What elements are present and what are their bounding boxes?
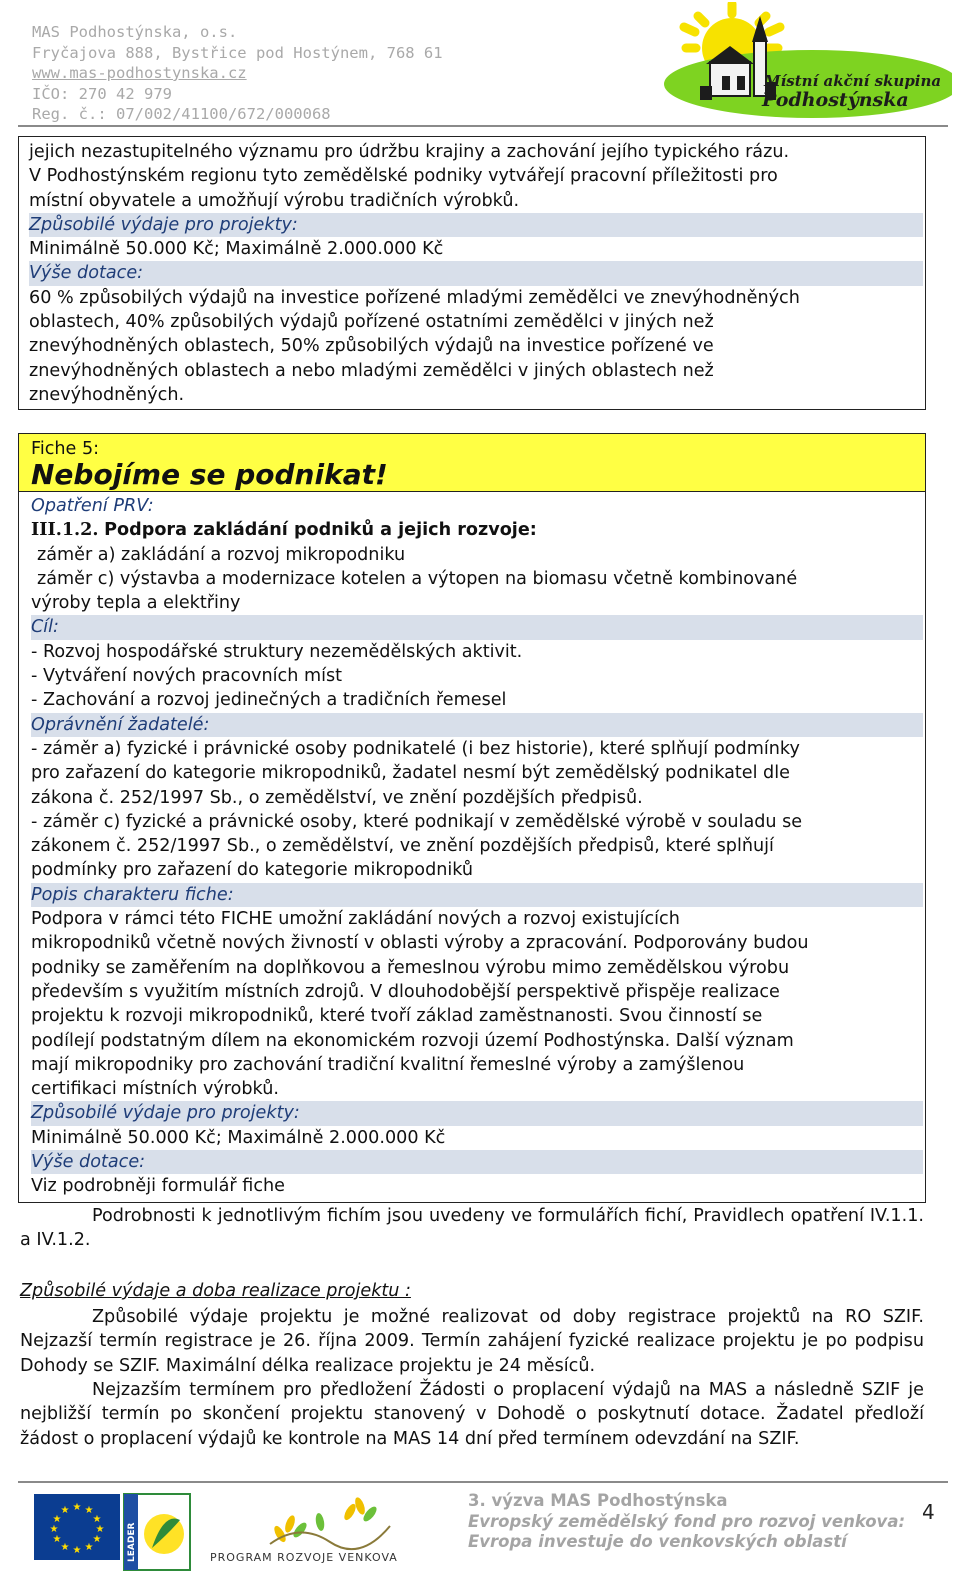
description-line: podniky se zaměřením na doplňkovou a řemeslnou výrobu mimo zemědělskou výrobu xyxy=(31,957,790,978)
goal-item: - Rozvoj hospodářské struktury nezemědělských aktivit. xyxy=(31,641,523,662)
logo-line2: Podhostýnska xyxy=(762,89,909,111)
eligible-costs-paragraph xyxy=(20,1305,924,1378)
eu-flag-icon xyxy=(34,1494,120,1560)
eligible-costs-value: Minimálně 50.000 Kč; Maximálně 2.000.000 Kč xyxy=(31,1127,446,1148)
mas-logo xyxy=(662,2,952,120)
svg-text:★: ★ xyxy=(84,1505,94,1516)
applicants-c-line: podmínky pro zařazení do kategorie mikropodniků xyxy=(31,860,474,881)
measure-heading xyxy=(31,518,917,542)
label-eligible-costs: Způsobilé výdaje pro projekty: xyxy=(29,213,923,237)
call-name: 3. výzva MAS Podhostýnska xyxy=(468,1491,728,1510)
program-text: PROGRAM ROZVOJE VENKOVA xyxy=(210,1551,398,1564)
svg-text:★: ★ xyxy=(49,1524,59,1535)
goal-item: - Vytváření nových pracovních míst xyxy=(31,666,343,687)
subsidy-value: Viz podrobněji formulář fiche xyxy=(31,1176,285,1197)
org-reg-number: Reg. č.: 07/002/41100/672/000068 xyxy=(32,105,331,123)
box1-line-3: místní obyvatele a umožňují výrobu tradičních výrobků. xyxy=(29,190,520,211)
svg-text:★: ★ xyxy=(72,1502,82,1513)
label-eligible-costs: Způsobilé výdaje pro projekty: xyxy=(31,1101,923,1125)
previous-fiche-box xyxy=(18,136,926,410)
fiche-header xyxy=(19,434,925,492)
svg-text:★: ★ xyxy=(95,1524,105,1535)
label-applicants: Oprávnění žadatelé: xyxy=(31,713,923,737)
fund-line-1: Evropský zemědělský fond pro rozvoj venkova: xyxy=(468,1511,906,1531)
svg-text:★: ★ xyxy=(60,1542,70,1553)
goal-item: - Zachování a rozvoj jedinečných a tradičních řemesel xyxy=(31,690,507,711)
header-divider xyxy=(18,125,948,127)
svg-text:★: ★ xyxy=(92,1534,102,1545)
description-line: certifikaci místních výrobků. xyxy=(31,1079,279,1100)
org-website-link[interactable]: www.mas-podhostynska.cz xyxy=(32,64,247,82)
label-description: Popis charakteru fiche: xyxy=(31,883,923,907)
leader-logo xyxy=(122,1492,192,1572)
subsidy-line-2: oblastech, 40% způsobilých výdajů pořízené ostatními zemědělci v jiných než xyxy=(29,312,714,333)
applicants-a-line: pro zařazení do kategorie mikropodniků, žadatel nesmí být zemědělský podnikatel dle xyxy=(31,763,790,784)
svg-text:★: ★ xyxy=(52,1534,62,1545)
intent-c-cont: výroby tepla a elektřiny xyxy=(31,593,241,614)
svg-text:★: ★ xyxy=(52,1514,62,1525)
org-address: Fryčajova 888, Bystřice pod Hostýnem, 768 61 xyxy=(32,43,443,62)
applicants-c-line: zákonem č. 252/1997 Sb., o zemědělství, ve znění pozdějších předpisů, které splňují xyxy=(31,836,774,857)
description-line: mikropodniků včetně nových živností v oblasti výroby a zpracování. Podporovány budou xyxy=(31,933,809,954)
payment-request-paragraph xyxy=(20,1378,924,1451)
label-measure: Opatření PRV: xyxy=(31,496,154,516)
measure-name: Podpora zakládání podniků a jejich rozvoje: xyxy=(104,520,537,541)
fiche-number: Fiche 5: xyxy=(31,439,100,459)
subsidy-line-1: 60 % způsobilých výdajů na investice pořízené mladými zemědělci ve znevýhodněných xyxy=(29,287,800,308)
payment-request-text: Nejzazším termínem pro předložení Žádosti o proplacení výdajů na MAS a následně SZIF je nejbližší termín po skončení projektu stanovený v Dohodě o poskytnutí dotace. Žadatel předloží žádost o proplacení výdajů ke kontrole na MAS 14 dní před termínem odevzdání na SZIF. xyxy=(20,1380,924,1449)
subsidy-line-5: znevýhodněných. xyxy=(29,384,185,405)
page-header xyxy=(0,0,960,125)
leader-text: LEADER xyxy=(127,1522,137,1562)
intent-c: záměr c) výstavba a modernizace kotelen a výtopen na biomasu včetně kombinované xyxy=(37,568,798,589)
details-paragraph xyxy=(20,1204,924,1253)
page-number: 4 xyxy=(922,1500,935,1524)
footer-divider xyxy=(18,1481,948,1483)
svg-text:★: ★ xyxy=(84,1542,94,1553)
applicants-a-line: zákona č. 252/1997 Sb., o zemědělství, ve znění pozdějších předpisů. xyxy=(31,787,643,808)
description-line: mají mikropodniky pro zachování tradiční kvalitní řemeslné výroby a zamýšlenou xyxy=(31,1054,745,1075)
fiche-title: Nebojíme se podnikat! xyxy=(31,458,388,491)
subsidy-line-3: znevýhodněných oblastech, 50% způsobilých výdajů na investice pořízené ve xyxy=(29,336,714,357)
footer-info xyxy=(468,1491,905,1553)
eligible-costs-text: Způsobilé výdaje projektu je možné realizovat od doby registrace projektů na RO SZIF. Nejzazší termín registrace je 26. října 2009. Termín zahájení fyzické realizace projektu je po podpisu Dohody se SZIF. Maximální délka realizace projektu je 24 měsíců. xyxy=(20,1307,924,1376)
applicants-a-line: - záměr a) fyzické i právnické osoby podnikatelé (i bez historie), které splňují podmínky xyxy=(31,738,800,759)
organization-info xyxy=(32,22,443,125)
section-heading-eligible-costs: Způsobilé výdaje a doba realizace projektu : xyxy=(20,1281,411,1301)
label-subsidy-amount: Výše dotace: xyxy=(29,261,923,285)
description-line: projektu k rozvoji mikropodniků, které tvoří základ zaměstnanosti. Svou činností se xyxy=(31,1006,763,1027)
box1-line-2: V Podhostýnském regionu tyto zemědělské podniky vytvářejí pracovní příležitosti pro xyxy=(29,166,778,187)
fund-line-2: Evropa investuje do venkovských oblastí xyxy=(468,1532,847,1551)
eligible-costs-value: Minimálně 50.000 Kč; Maximálně 2.000.000 Kč xyxy=(29,239,444,260)
subsidy-line-4: znevýhodněných oblastech a nebo mladými zemědělci v jiných oblastech než xyxy=(29,360,714,381)
logo-line1: Místní akční skupina xyxy=(764,72,942,90)
details-text: Podrobnosti k jednotlivým fichím jsou uvedeny ve formulářích fichí, Pravidlech opatření IV.1.1. a IV.1.2. xyxy=(20,1206,924,1251)
applicants-c-line: - záměr c) fyzické a právnické osoby, které podnikají v zemědělské výrobě v souladu se xyxy=(31,811,803,832)
measure-code: III.1.2. xyxy=(31,519,99,541)
label-subsidy-amount: Výše dotace: xyxy=(31,1150,923,1174)
svg-text:★: ★ xyxy=(60,1505,70,1516)
box1-line-1: jejich nezastupitelného významu pro údržbu krajiny a zachování jejího typického rázu. xyxy=(29,142,790,162)
org-name: MAS Podhostýnska, o.s. xyxy=(32,23,238,41)
description-line: podílejí podstatným dílem na ekonomickém rozvoji území Podhostýnska. Další význam xyxy=(31,1030,794,1051)
fiche-5-box xyxy=(18,433,926,1203)
description-line: Podpora v rámci této FICHE umožní zakládání nových a rozvoj existujících xyxy=(31,909,680,930)
label-goal: Cíl: xyxy=(31,615,923,639)
svg-text:★: ★ xyxy=(72,1545,82,1556)
svg-text:★: ★ xyxy=(92,1514,102,1525)
intent-a: záměr a) zakládání a rozvoj mikropodniku xyxy=(37,544,406,565)
org-ico: IČO: 270 42 979 xyxy=(32,84,172,103)
description-line: především s využitím místních zdrojů. V dlouhodobější perspektivě přispěje realizace xyxy=(31,981,780,1002)
